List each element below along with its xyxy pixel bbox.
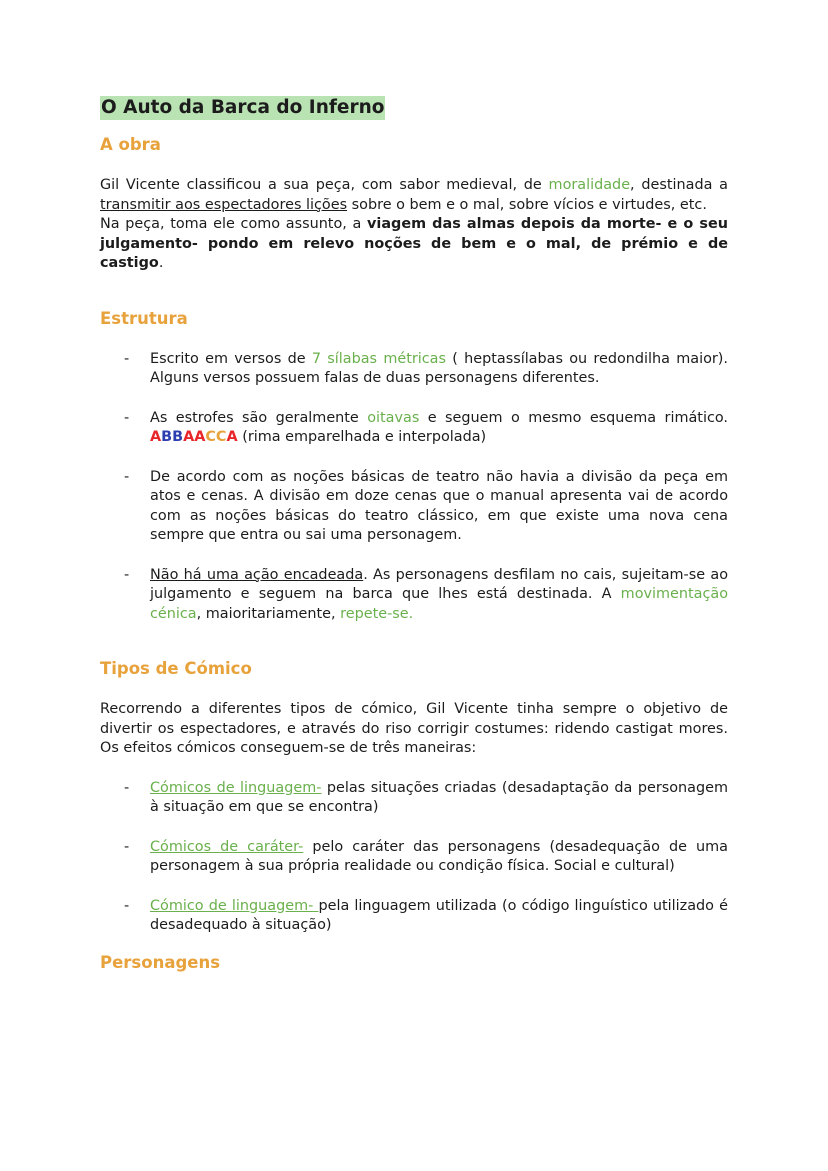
text: pelas situações criadas (desadaptação da personagem à situação em que se encontra) xyxy=(150,779,728,815)
dash-bullet: - xyxy=(124,350,130,367)
rhyme-cc: CC xyxy=(205,429,227,445)
text: pelo caráter das personagens (desadequação de uma personagem à sua própria realidade ou condição física. Social e cultural) xyxy=(150,838,728,874)
dash-bullet: - xyxy=(124,897,130,914)
dash-bullet: - xyxy=(124,838,130,855)
document-page xyxy=(100,96,728,974)
text: , maioritariamente, xyxy=(196,605,341,622)
rhyme-a2: A xyxy=(226,429,238,445)
comico-list xyxy=(100,779,728,936)
dash-bullet: - xyxy=(124,409,130,426)
dash-bullet: - xyxy=(124,566,130,583)
comico-carater-link[interactable]: Cómicos de caráter- xyxy=(150,838,304,855)
text: Gil Vicente classificou a sua peça, com sabor medieval, de xyxy=(100,177,549,193)
comico-linguagem-link[interactable]: Cómicos de linguagem- xyxy=(150,779,322,796)
rhyme-aa: AA xyxy=(183,429,206,445)
list-item xyxy=(100,468,728,546)
document-title: O Auto da Barca do Inferno xyxy=(101,97,385,118)
list-item xyxy=(100,566,728,625)
text: Escrito em versos de xyxy=(150,350,312,367)
moralidade-highlight: moralidade xyxy=(548,177,631,193)
bold-phrase: viagem das almas depois da morte- e o seu julgamento- pondo em relevo noções de bem e o mal, de prémio e de castigo xyxy=(100,216,728,271)
text: pela linguagem utilizada (o código linguístico utilizado é desadequado à situação) xyxy=(150,897,729,933)
list-item xyxy=(100,350,728,389)
list-item xyxy=(100,897,728,936)
obra-paragraph-2 xyxy=(100,215,728,274)
comico-intro: Recorrendo a diferentes tipos de cómico, Gil Vicente tinha sempre o objetivo de divertir os espectadores, e através do riso corrigir costumes: ridendo castigat mores. Os efeitos cómicos conseguem-se de três maneiras: xyxy=(100,701,728,756)
list-item xyxy=(100,838,728,877)
rhyme-a: A xyxy=(150,429,162,445)
list-item xyxy=(100,409,728,448)
dash-bullet: - xyxy=(124,779,130,796)
obra-paragraph-1 xyxy=(100,176,728,215)
text: , destinada a xyxy=(630,177,728,193)
green-phrase: repete-se. xyxy=(340,605,414,622)
heading-estrutura: Estrutura xyxy=(100,308,188,328)
green-phrase: 7 sílabas métricas xyxy=(311,350,446,367)
heading-a-obra: A obra xyxy=(100,135,161,154)
heading-tipos-de-comico: Tipos de Cómico xyxy=(100,659,252,678)
comico-linguagem-link-2[interactable]: Cómico de linguagem- xyxy=(150,897,319,914)
text: As estrofes são geralmente xyxy=(150,409,368,426)
heading-personagens: Personagens xyxy=(100,952,221,972)
text: De acordo com as noções básicas de teatro não havia a divisão da peça em atos e cenas. A divisão em doze cenas que o manual apresenta vai de acordo com as noções básicas do teatro clássico, em que existe uma nova cena sempre que entra ou sai uma personagem. xyxy=(150,468,728,543)
text: (rima emparelhada e interpolada) xyxy=(237,429,487,445)
text: Na peça, toma ele como assunto, a xyxy=(100,216,367,232)
list-item xyxy=(100,779,728,818)
rhyme-bb: BB xyxy=(161,429,184,445)
text: ( heptassílabas ou redondilha maior). Alguns versos possuem falas de duas personagens diferentes. xyxy=(150,350,728,386)
underlined-phrase: transmitir aos espectadores lições xyxy=(100,196,348,213)
text: . xyxy=(158,255,164,271)
green-phrase: movimentação cénica xyxy=(150,586,728,622)
dash-bullet: - xyxy=(124,468,130,485)
underlined-phrase: Não há uma ação encadeada xyxy=(150,566,364,583)
green-phrase: oitavas xyxy=(367,409,420,426)
text: e seguem o mesmo esquema rimático. xyxy=(419,409,728,426)
estrutura-list xyxy=(100,350,728,625)
text: sobre o bem e o mal, sobre vícios e virtudes, etc. xyxy=(347,196,707,213)
text: . As personagens desfilam no cais, sujeitam-se ao julgamento e seguem na barca que lhes está destinada. A xyxy=(150,566,728,602)
